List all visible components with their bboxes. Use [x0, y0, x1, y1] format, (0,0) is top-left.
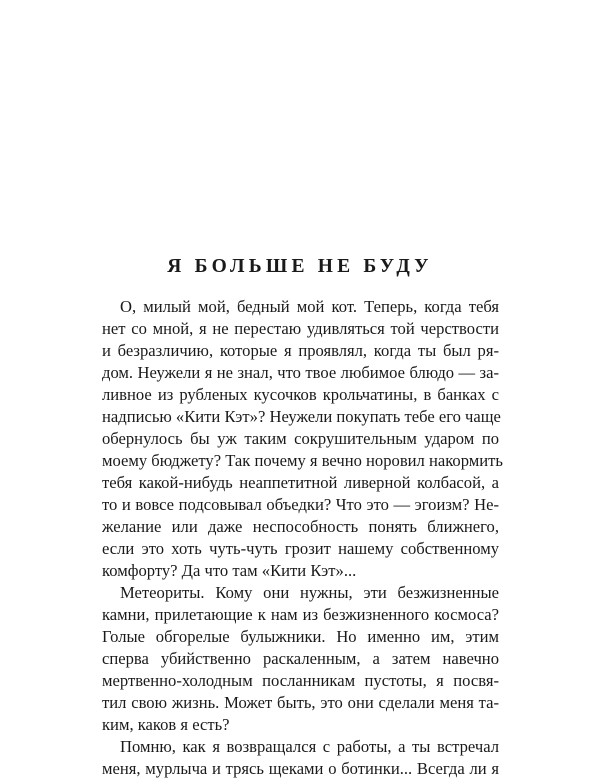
chapter-title: Я БОЛЬШЕ НЕ БУДУ — [167, 256, 433, 277]
text-line: если это хоть чуть-чуть грозит нашему собственному — [102, 539, 499, 558]
text-line: меня, мурлыча и трясь щеками о ботинки... Всегда ли я — [102, 759, 499, 778]
text-line: Метеориты. Кому они нужны, эти безжизненные — [120, 583, 499, 602]
text-line: и безразличию, которые я проявлял, когда ты был ря- — [102, 341, 499, 360]
paragraph — [102, 582, 499, 736]
text-line: желание или даже неспособность понять ближнего, — [102, 517, 499, 536]
text-line: дом. Неужели я не знал, что твое любимое блюдо — за- — [102, 363, 499, 382]
text-line: тил свою жизнь. Может быть, это они сделали меня та- — [102, 693, 499, 712]
text-line: нет со мной, я не перестаю удивляться той черствости — [102, 319, 499, 338]
text-line: комфорту? Да что там «Кити Кэт»... — [102, 561, 357, 580]
text-line: надписью «Кити Кэт»? Неужели покупать тебе его чаще — [102, 407, 501, 426]
text-line: Голые обгорелые булыжники. Но именно им, этим — [102, 627, 499, 646]
text-line: обернулось бы уж таким сокрушительным ударом по — [102, 429, 499, 448]
text-line: то и вовсе подсовывал объедки? Что это — эгоизм? Не- — [102, 495, 499, 514]
text-line: Помню, как я возвращался с работы, а ты встречал — [120, 737, 499, 756]
text-line: О, милый мой, бедный мой кот. Теперь, когда тебя — [120, 297, 499, 316]
text-line: моему бюджету? Так почему я вечно норовил накормить — [102, 451, 503, 470]
text-line: тебя какой-нибудь неаппетитной ливерной колбасой, а — [102, 473, 499, 492]
body-text — [102, 296, 503, 780]
text-line: камни, прилетающие к нам из безжизненного космоса? — [102, 605, 499, 624]
text-line: ким, каков я есть? — [102, 715, 230, 734]
text-line: ливное из рубленых кусочков крольчатины, в банках с — [102, 385, 499, 404]
paragraph — [102, 296, 503, 582]
text-line: мертвенно-холодным посланникам пустоты, я посвя- — [102, 671, 499, 690]
paragraph — [102, 736, 499, 780]
text-line: сперва убийственно раскаленным, а затем навечно — [102, 649, 499, 668]
